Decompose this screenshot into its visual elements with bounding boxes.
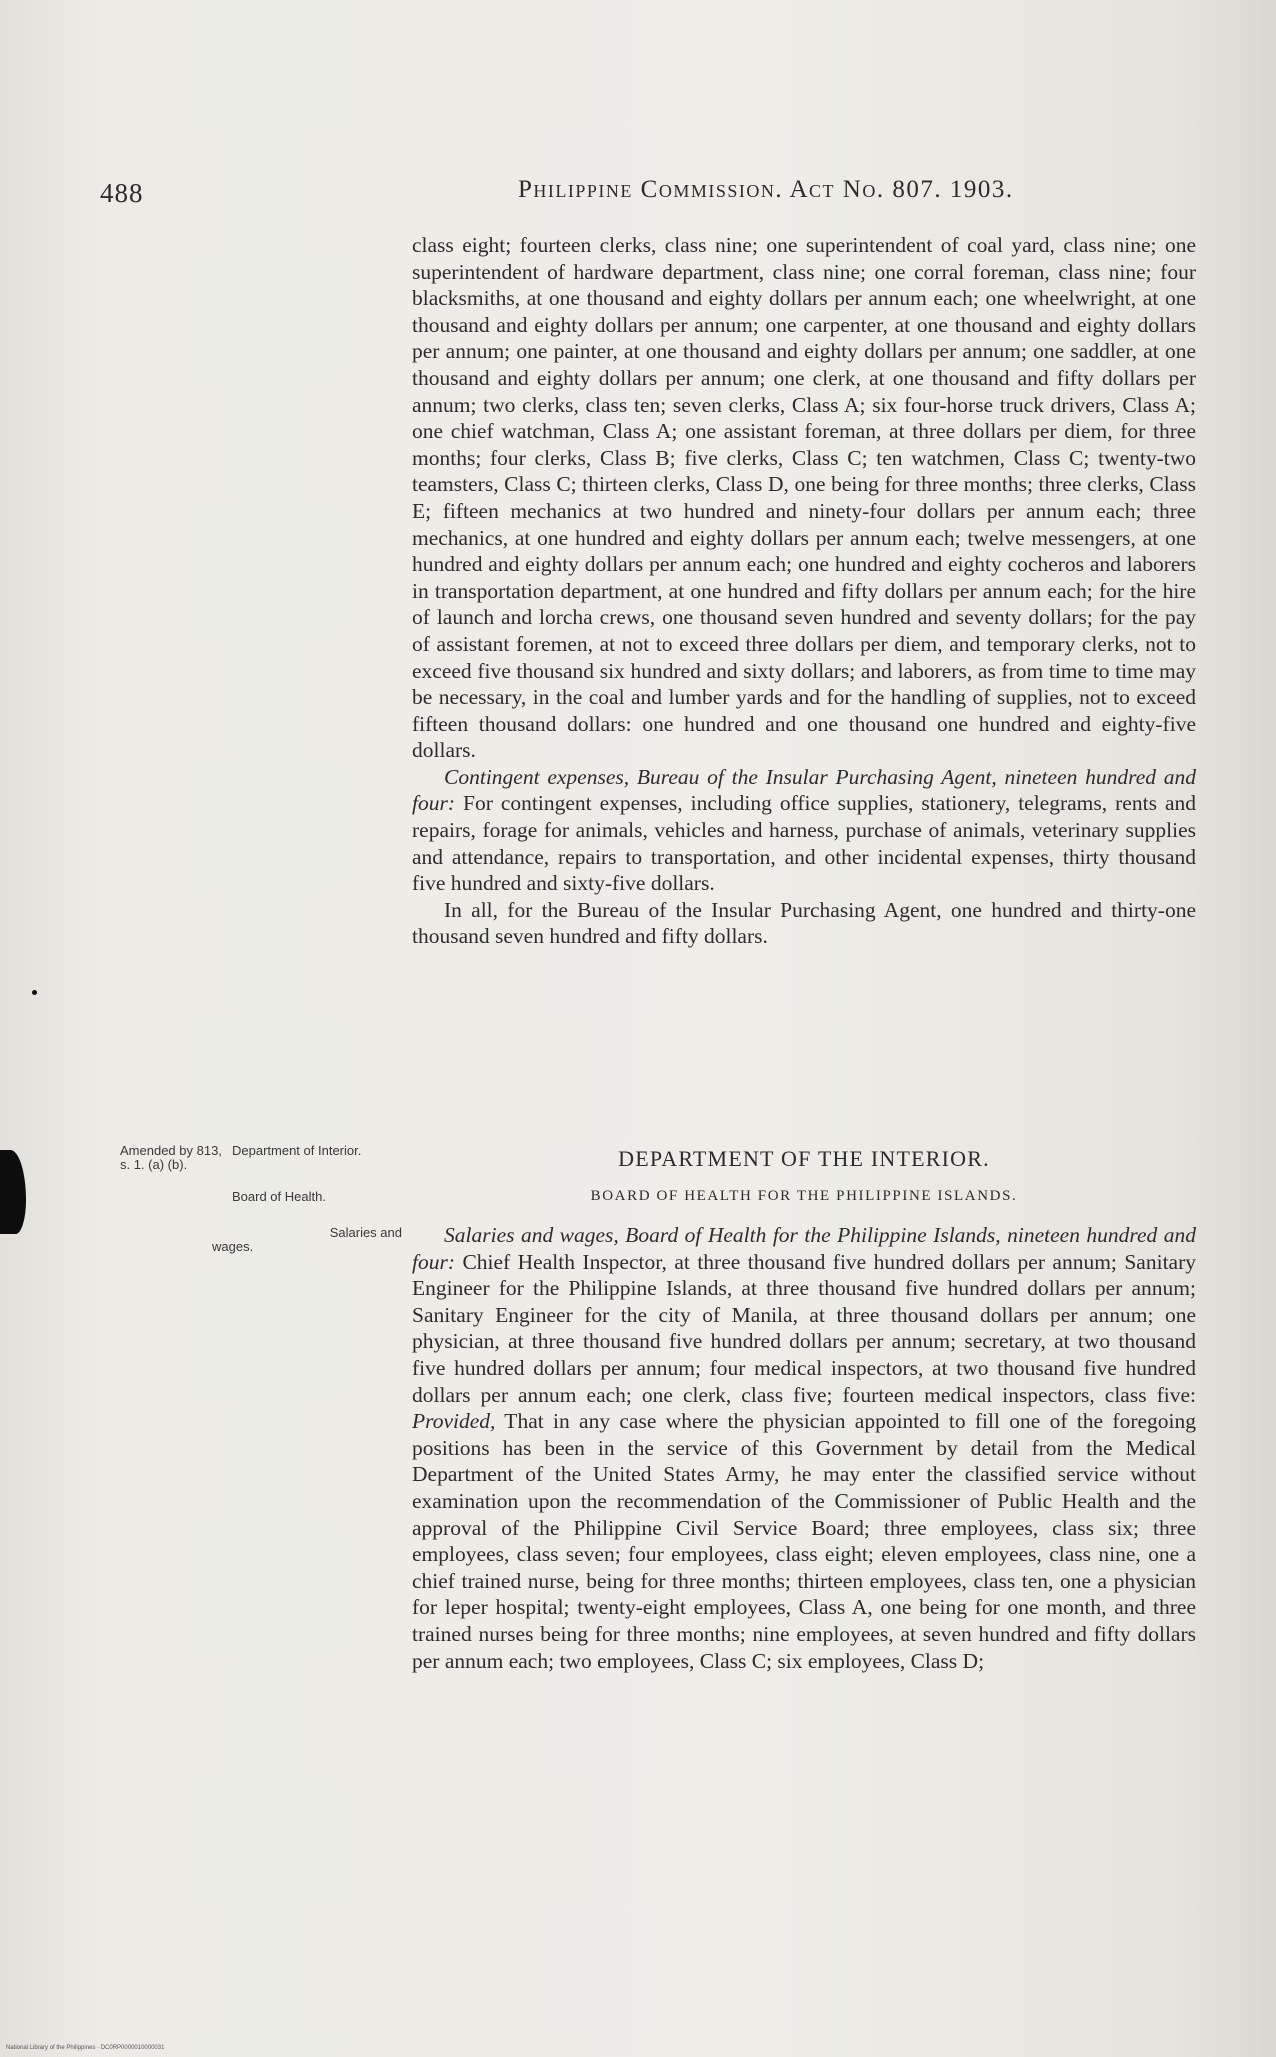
- running-head: Philippine Commission. Act No. 807. 1903.: [518, 176, 1014, 203]
- paragraph-board-salaries: [412, 1222, 1196, 1674]
- ink-blot: [0, 1150, 26, 1234]
- page-number: 488: [100, 178, 144, 208]
- paragraph-total: In all, for the Bureau of the Insular Purchasing Agent, one hundred and thirty-one thousand seven hundred and fifty dollars.: [412, 897, 1196, 949]
- margin-note-wages: wages.: [212, 1239, 254, 1254]
- paragraph-personnel: class eight; fourteen clerks, class nine; one superintendent of coal yard, class nine; one superintendent of hardware department, class nine; one corral foreman, class nine; four blacksmiths, at one thousand and eighty dollars per annum each; one wheelwright, at one thousand and eighty dollars per annum; one carpenter, at one thousand and eighty dollars per annum; one painter, at one thousand and eighty dollars per annum; one saddler, at one thousand and eighty dollars per annum; one clerk, at one thousand and fifty dollars per annum; two clerks, class ten; seven clerks, Class A; six four-horse truck drivers, Class A; one chief watchman, Class A; one assistant foreman, at three dollars per diem, for three months; four clerks, Class B; five clerks, Class C; ten watchmen, Class C; twenty-two teamsters, Class C; thirteen clerks, Class D, one being for three months; three clerks, Class E; fifteen mechanics at two hundred and ninety-four dollars per annum each; three mechanics, at one hundred and eighty dollars per annum each; twelve messengers, at one hundred and eighty dollars per annum each; one hundred and eighty cocheros and laborers in transportation department, at one hundred and fifty dollars per annum each; for the hire of launch and lorcha crews, one thousand seven hundred and seventy dollars; for the pay of assistant foremen, at not to exceed three dollars per diem, and temporary clerks, not to exceed five thousand six hundred and sixty dollars; and laborers, as from time to time may be necessary, in the coal and lumber yards and for the handling of supplies, not to exceed fifteen thousand dollars: one hundred and one thousand one hundred and eighty-five dollars.: [412, 233, 1196, 763]
- body-text-bottom: [412, 1222, 1196, 1674]
- ink-dot: [32, 990, 37, 995]
- contingent-lead: Contingent expenses, Bureau of the Insular Purchasing Agent, nineteen hundred and four:: [412, 764, 1196, 816]
- paragraph-contingent: [412, 764, 1196, 897]
- board-salaries-text-b: That in any case where the physician appointed to fill one of the foregoing positions has been in the service of this Government by detail from the Medical Department of the United States Army, he may enter the classified service without examination upon the recommendation of the Commissioner of Public Health and the approval of the Philippine Civil Service Board; three employees, class six; three employees, class seven; four employees, class eight; eleven employees, class nine, one a chief trained nurse, being for three months; thirteen employees, class ten, one a physician for leper hospital; twenty-eight employees, Class A, one being for one month, and three trained nurses being for three months; nine employees, at seven hundred and fifty dollars per annum each; two employees, Class C; six employees, Class D;: [412, 1409, 1196, 1673]
- department-heading: DEPARTMENT OF THE INTERIOR.: [618, 1146, 990, 1171]
- margin-note-board: Board of Health.: [232, 1189, 326, 1204]
- margin-note-amended: Amended by 813, s. 1. (a) (b).: [120, 1143, 222, 1172]
- board-heading: BOARD OF HEALTH FOR THE PHILIPPINE ISLANDS.: [590, 1188, 1018, 1204]
- body-text-top: [412, 232, 1196, 950]
- board-salaries-text-a: Chief Health Inspector, at three thousand five hundred dollars per annum; Sanitary Engineer for the Philippine Islands, at three thousand five hundred dollars per annum; Sanitary Engineer for the city of Manila, at three thousand dollars per annum; one physician, at three thousand five hundred dollars per annum; secretary, at two thousand five hundred dollars per annum; four medical inspectors, at two thousand five hundred dollars per annum each; one clerk, class five; fourteen medical inspectors, class five:: [412, 1249, 1196, 1407]
- margin-note-salaries: [232, 1226, 402, 1240]
- margin-note-department: Department of Interior.: [232, 1143, 362, 1158]
- margin-note-salaries-line1: Salaries and: [329, 1225, 402, 1240]
- board-salaries-lead: Salaries and wages, Board of Health for the Philippine Islands, nineteen hundred and four:: [412, 1223, 1196, 1274]
- provided-word: Provided,: [412, 1409, 496, 1434]
- scan-footer: National Library of the Philippines · DC0RP0000010000031: [6, 2045, 165, 2051]
- contingent-text: For contingent expenses, including office supplies, stationery, telegrams, rents and repairs, forage for animals, vehicles and harness, purchase of animals, veterinary supplies and attendance, repairs to transportation, and other incidental expenses, thirty thousand five hundred and sixty-five dollars.: [412, 791, 1196, 896]
